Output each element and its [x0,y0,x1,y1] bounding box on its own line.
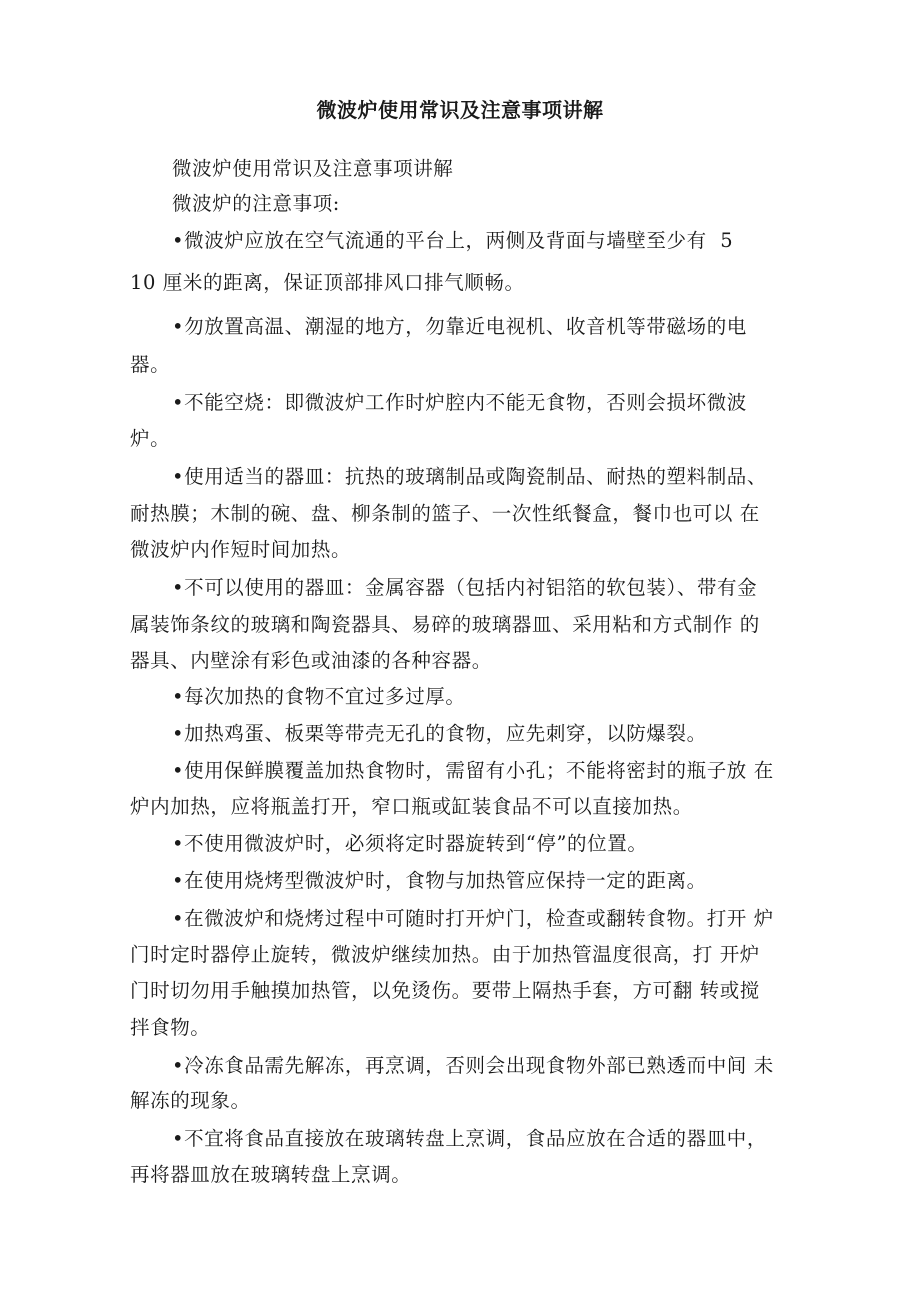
text-line: •不可以使用的器皿：金属容器（包括内衬铝箔的软包装）、带有金 [172,576,758,599]
text-line: •在使用烧烤型微波炉时，食物与加热管应保持一定的距离。 [172,869,707,892]
text-line: 再将器皿放在玻璃转盘上烹调。 [130,1163,412,1186]
text-line: 门时切勿用手触摸加热管，以免烫伤。要带上隔热手套，方可翻 转或搅 [130,979,760,1002]
text-line: 门时定时器停止旋转，微波炉继续加热。由于加热管温度很高，打 开炉 [130,943,760,966]
text-line: 炉内加热，应将瓶盖打开，窄口瓶或缸装食品不可以直接加热。 [130,795,693,818]
text-line: •加热鸡蛋、板栗等带壳无孔的食物，应先刺穿，以防爆裂。 [172,722,707,745]
text-line: •不使用微波炉时，必须将定时器旋转到“停”的位置。 [172,832,648,855]
text-line: •微波炉应放在空气流通的平台上，两侧及背面与墙壁至少有 5 [172,229,734,252]
text-line: 微波炉的注意事项: [172,192,340,215]
text-line: 微波炉使用常识及注意事项讲解 [172,157,454,180]
text-line: •不能空烧：即微波炉工作时炉腔内不能无食物，否则会损坏微波 [172,391,747,414]
text-line: 器具、内壁涂有彩色或油漆的各种容器。 [130,649,492,672]
text-line: 10 厘米的距离，保证顶部排风口排气顺畅。 [130,271,525,294]
text-line: •冷冻食品需先解冻，再烹调，否则会出现食物外部已熟透而中间 未 [172,1054,774,1077]
text-line: •每次加热的食物不宜过多过厚。 [172,685,466,708]
text-line: 解冻的现象。 [130,1089,251,1112]
text-line: 耐热膜；木制的碗、盘、柳条制的篮子、一次性纸餐盒，餐巾也可以 在 [130,502,760,525]
text-line: •使用适当的器皿：抗热的玻璃制品或陶瓷制品、耐热的塑料制品、 [172,465,768,488]
text-line: 属装饰条纹的玻璃和陶瓷器具、易碎的玻璃器皿、采用粘和方式制作 的 [130,613,760,636]
document-title: 微波炉使用常识及注意事项讲解 [316,98,604,122]
text-line: •勿放置高温、潮湿的地方，勿靠近电视机、收音机等带磁场的电 [172,315,747,338]
text-line: 拌食物。 [130,1016,211,1039]
text-line: 炉。 [130,427,171,450]
text-line: •不宜将食品直接放在玻璃转盘上烹调，食品应放在合适的器皿中， [172,1127,768,1150]
text-line: 器。 [130,353,171,376]
text-line: •使用保鲜膜覆盖加热食物时，需留有小孔；不能将密封的瓶子放 在 [172,759,774,782]
text-line: 微波炉内作短时间加热。 [130,538,352,561]
text-line: •在微波炉和烧烤过程中可随时打开炉门，检查或翻转食物。打开 炉 [172,907,774,930]
